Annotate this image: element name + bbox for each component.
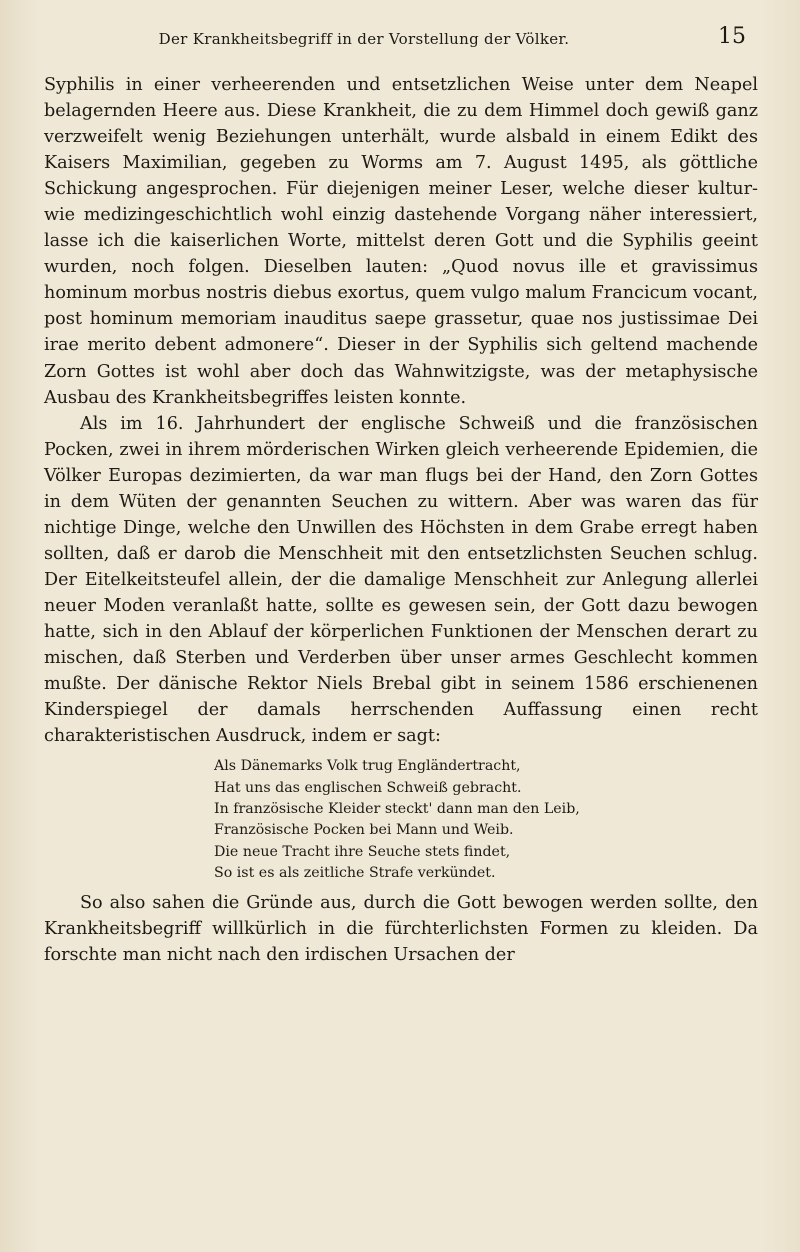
body-text bbox=[44, 72, 758, 968]
page-header bbox=[62, 24, 746, 54]
paragraph-epidemics: Als im 16. Jahrhundert der englische Schweiß und die französischen Pocken, zwei in ihrem mörderischen Wirken gleich verheerende Epidemien, die Völker Europas dezimierten, da war man flugs bei der Hand, den Zorn Gottes in dem Wüten der genannten Seuchen zu wittern. Aber was waren das für nichtige Dinge, welche den Unwillen des Höchsten in dem Grabe erregt haben sollten, daß er darob die Menschheit mit den entsetzlichsten Seuchen schlug. Der Eitelkeitsteufel allein, der die damalige Menschheit zur Anlegung allerlei neuer Moden veranlaßt hatte, sollte es gewesen sein, der Gott dazu bewogen hatte, sich in den Ablauf der körperlichen Funktionen der Menschen derart zu mischen, daß Sterben und Verderben über unser armes Geschlecht kommen mußte. Der dänische Rektor Niels Brebal gibt in seinem 1586 erschienenen Kinderspiegel der damals herrschenden Auffassung einen recht charakteristischen Ausdruck, indem er sagt: bbox=[44, 413, 758, 747]
verse-line: In französische Kleider steckt' dann man den Leib, bbox=[214, 801, 580, 818]
verse-line: Die neue Tracht ihre Seuche stets findet, bbox=[214, 843, 511, 860]
verse-quote bbox=[214, 756, 758, 884]
verse-line: So ist es als zeitliche Strafe verkündet. bbox=[214, 865, 496, 882]
paragraph-causes: So also sahen die Gründe aus, durch die Gott bewogen werden sollte, den Krankheitsbegriff willkürlich in die fürchterlichsten Formen zu kleiden. Da forschte man nicht nach den irdischen Ursachen der bbox=[44, 892, 758, 965]
verse-line: Hat uns das englischen Schweiß gebracht. bbox=[214, 779, 522, 796]
verse-line: Französische Pocken bei Mann und Weib. bbox=[214, 822, 514, 839]
page-number: 15 bbox=[718, 24, 746, 49]
running-title: Der Krankheitsbegriff in der Vorstellung der Völker. bbox=[158, 30, 570, 48]
paragraph-syphilis: Syphilis in einer verheerenden und entsetzlichen Weise unter dem Neapel belagernden Heere aus. Diese Krankheit, die zu dem Himmel doch gewiß ganz verzweifelt wenig Beziehungen unterhält, wurde alsbald in einem Edikt des Kaisers Maximilian, gegeben zu Worms am 7. August 1495, als göttliche Schickung angesprochen. Für diejenigen meiner Leser, welche dieser kultur- wie medizingeschichtlich wohl einzig dastehende Vorgang näher interessiert, lasse ich die kaiserlichen Worte, mittelst deren Gott und die Syphilis geeint wurden, noch folgen. Dieselben lauten: „Quod novus ille et gravissimus hominum morbus nostris diebus exortus, quem vulgo malum Francicum vocant, post hominum memoriam inauditus saepe grassetur, quae nos justissimae Dei irae merito debent admonere“. Dieser in der Syphilis sich geltend machende Zorn Gottes ist wohl aber doch das Wahnwitzigste, was der metaphysische Ausbau des Krankheitsbegriffes leisten konnte. bbox=[44, 75, 758, 408]
verse-line: Als Dänemarks Volk trug Engländertracht, bbox=[214, 758, 521, 775]
